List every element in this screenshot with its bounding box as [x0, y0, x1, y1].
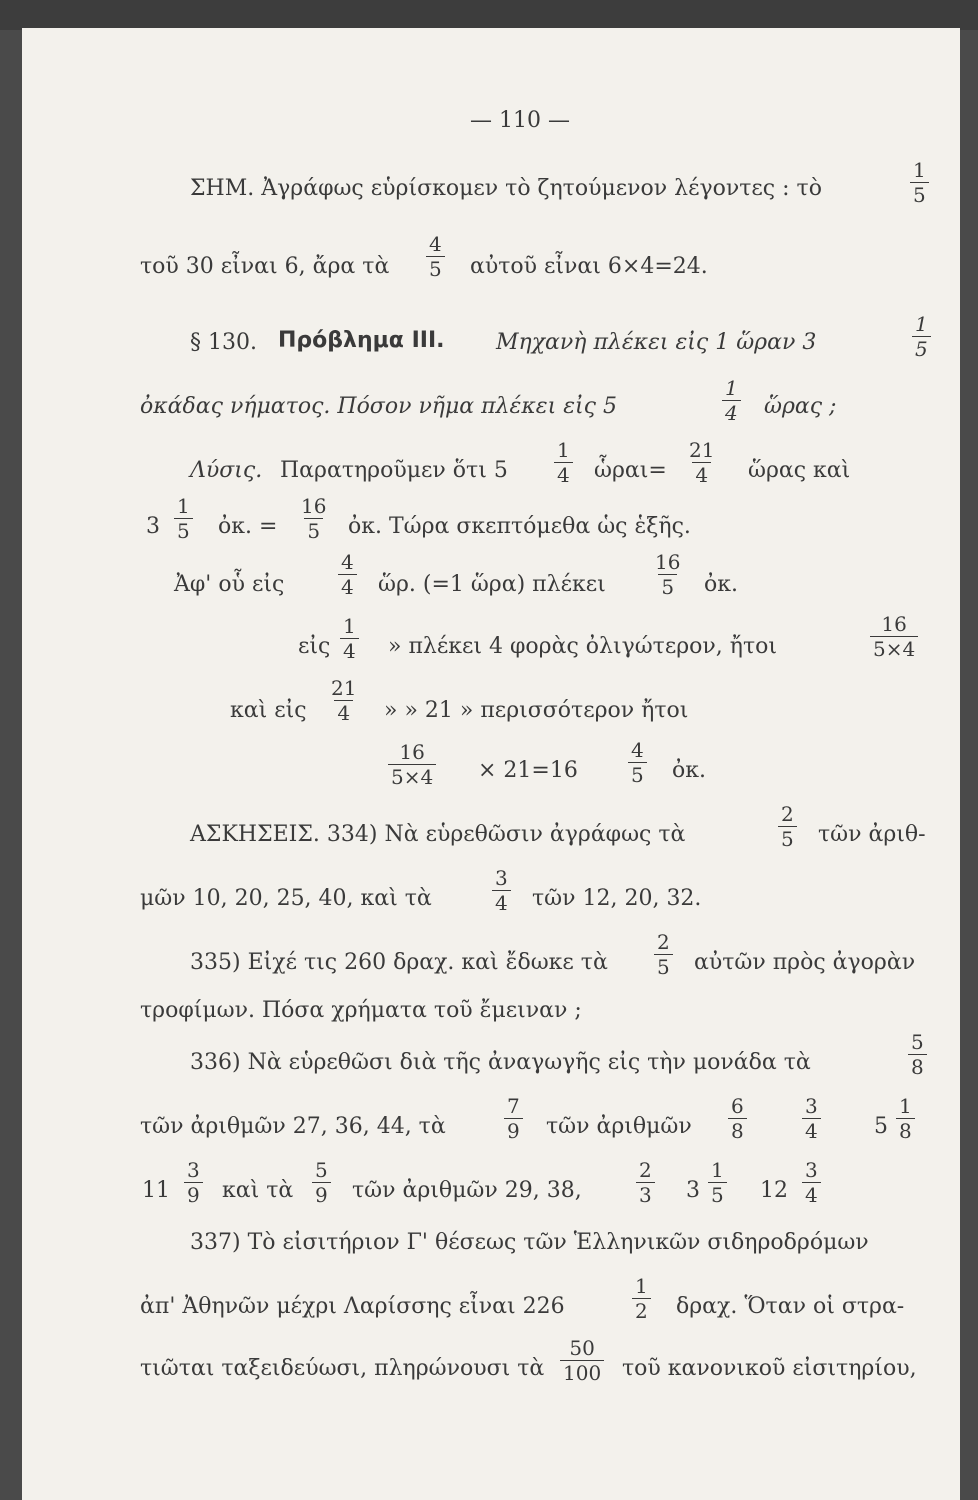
- ex336-d: 5: [874, 1114, 888, 1139]
- ex336-frac-4: $\frac{3}{4}$: [802, 1096, 821, 1141]
- solution-l1b: ὧραι=: [594, 458, 667, 483]
- ex334-b: μῶν 10, 20, 25, 40, καὶ τὰ: [140, 886, 432, 911]
- solution-frac-8: $\frac{16}{5\times 4}$: [870, 614, 918, 659]
- book-page: [22, 28, 960, 1500]
- solution-frac-10: $\frac{16}{5\times 4}$: [388, 742, 436, 787]
- solution-frac-7: $\frac{1}{4}$: [340, 616, 359, 661]
- solution-label: Λύσις.: [190, 458, 263, 483]
- solution-l1a: Παρατηροῦμεν ὅτι 5: [280, 458, 508, 483]
- section-number: § 130.: [190, 330, 257, 355]
- note-frac-1-5: $\frac{1}{5}$: [910, 160, 929, 205]
- ex337-c: δραχ. Ὅταν οἱ στρα-: [676, 1294, 905, 1319]
- ex336-frac-3: $\frac{6}{8}$: [728, 1096, 747, 1141]
- solution-frac-6: $\frac{16}{5}$: [655, 550, 681, 599]
- solution-l2b: ὀκ. =: [218, 514, 278, 539]
- ex336-frac-9: $\frac{1}{5}$: [708, 1160, 727, 1205]
- note-line-2b: αὐτοῦ εἶναι 6×4=24.: [470, 254, 708, 279]
- solution-frac-4: $\frac{16}{5}$: [301, 494, 327, 543]
- solution-l5a: καὶ εἰς: [230, 698, 307, 723]
- solution-frac-2: $\frac{21}{4}$: [689, 438, 715, 487]
- ex334-frac-2: $\frac{3}{4}$: [492, 868, 511, 913]
- ex336-c: τῶν ἀριθμῶν: [546, 1114, 692, 1139]
- solution-frac-9: $\frac{21}{4}$: [331, 676, 357, 725]
- solution-l1c: ὥρας καὶ: [748, 458, 851, 483]
- ex336-h: τῶν ἀριθμῶν 29, 38,: [352, 1178, 582, 1203]
- solution-frac-3: $\frac{1}{5}$: [174, 496, 193, 541]
- ex335-frac: $\frac{2}{5}$: [654, 932, 673, 977]
- ex336-a: 336) Νὰ εὑρεθῶσι διὰ τῆς ἀναγωγῆς εἰς τὴν μονάδα τὰ: [190, 1050, 811, 1075]
- solution-l3c: ὀκ.: [704, 572, 738, 597]
- ex336-frac-1: $\frac{5}{8}$: [908, 1032, 927, 1077]
- ex336-i: 3: [686, 1178, 700, 1203]
- ex334-c: τῶν 12, 20, 32.: [532, 886, 702, 911]
- ex337-b: ἀπ' Ἀθηνῶν μέχρι Λαρίσσης εἶναι 226: [140, 1294, 565, 1319]
- ex334-frac-1: $\frac{2}{5}$: [778, 804, 797, 849]
- exercises-head: ΑΣΚΗΣΕΙΣ. 334) Νὰ εὑρεθῶσιν ἀγράφως τὰ: [190, 822, 686, 847]
- ex336-frac-5: $\frac{1}{8}$: [896, 1096, 915, 1141]
- ex334-a: τῶν ἀριθ-: [818, 822, 926, 847]
- ex336-e: 11: [142, 1178, 170, 1203]
- ex337-frac-1: $\frac{1}{2}$: [632, 1276, 651, 1321]
- ex336-frac-8: $\frac{2}{3}$: [636, 1160, 655, 1205]
- solution-l6a: × 21=16: [478, 758, 578, 783]
- solution-l4a: εἰς: [298, 634, 331, 659]
- ex336-frac-7: $\frac{5}{9}$: [312, 1160, 331, 1205]
- ex336-g: καὶ τὰ: [222, 1178, 294, 1203]
- ex336-frac-6: $\frac{3}{9}$: [184, 1160, 203, 1205]
- ex336-frac-10: $\frac{3}{4}$: [802, 1160, 821, 1205]
- ex336-frac-2: $\frac{7}{9}$: [504, 1096, 523, 1141]
- top-shadow: [0, 0, 978, 30]
- problem-text-2-end: ὥρας ;: [764, 394, 837, 419]
- problem-text-2: ὀκάδας νήματος. Πόσον νῆμα πλέκει εἰς 5: [140, 394, 617, 419]
- solution-frac-11: $\frac{4}{5}$: [628, 740, 647, 785]
- note-line-2a: τοῦ 30 εἶναι 6, ἄρα τὰ: [140, 254, 390, 279]
- ex335-a: 335) Εἰχέ τις 260 δραχ. καὶ ἔδωκε τὰ: [190, 950, 608, 975]
- solution-l2c: ὀκ. Τώρα σκεπτόμεθα ὡς ἑξῆς.: [348, 514, 691, 539]
- ex337-a: 337) Τὸ εἰσιτήριον Γ' θέσεως τῶν Ἑλληνικῶν σιδηροδρόμων: [190, 1230, 869, 1255]
- problem-frac-1-5: $\frac{1}{5}$: [912, 314, 931, 359]
- note-line-1: ΣΗΜ. Ἀγράφως εὑρίσκομεν τὸ ζητούμενον λέγοντες : τὸ: [190, 176, 822, 201]
- solution-frac-1: $\frac{1}{4}$: [554, 440, 573, 485]
- solution-frac-5: $\frac{4}{4}$: [338, 552, 357, 597]
- solution-l6b: ὀκ.: [672, 758, 706, 783]
- ex337-e: τοῦ κανονικοῦ εἰσιτηρίου,: [622, 1356, 917, 1381]
- ex336-b: τῶν ἀριθμῶν 27, 36, 44, τὰ: [140, 1114, 446, 1139]
- problem-frac-1-4: $\frac{1}{4}$: [722, 378, 741, 423]
- solution-l4b: » πλέκει 4 φορὰς ὀλιγώτερον, ἤτοι: [388, 634, 777, 659]
- page-number: — 110 —: [470, 108, 570, 133]
- ex337-frac-2: $\frac{50}{100}$: [560, 1338, 604, 1383]
- ex336-j: 12: [760, 1178, 788, 1203]
- ex337-d: τιῶται ταξειδεύωσι, πληρώνουσι τὰ: [140, 1356, 545, 1381]
- solution-l3b: ὥρ. (=1 ὥρα) πλέκει: [378, 572, 606, 597]
- note-frac-4-5: $\frac{4}{5}$: [426, 234, 445, 279]
- solution-l5b: » » 21 » περισσότερον ἤτοι: [384, 698, 689, 723]
- solution-l2a: 3: [146, 514, 160, 539]
- ex335-c: τροφίμων. Πόσα χρήματα τοῦ ἔμειναν ;: [140, 998, 582, 1023]
- ex335-b: αὐτῶν πρὸς ἀγορὰν: [694, 950, 916, 975]
- problem-text-1: Μηχανὴ πλέκει εἰς 1 ὥραν 3: [496, 330, 817, 355]
- problem-title: Πρόβλημα III.: [278, 328, 445, 353]
- solution-l3a: Ἀφ' οὗ εἰς: [174, 572, 285, 597]
